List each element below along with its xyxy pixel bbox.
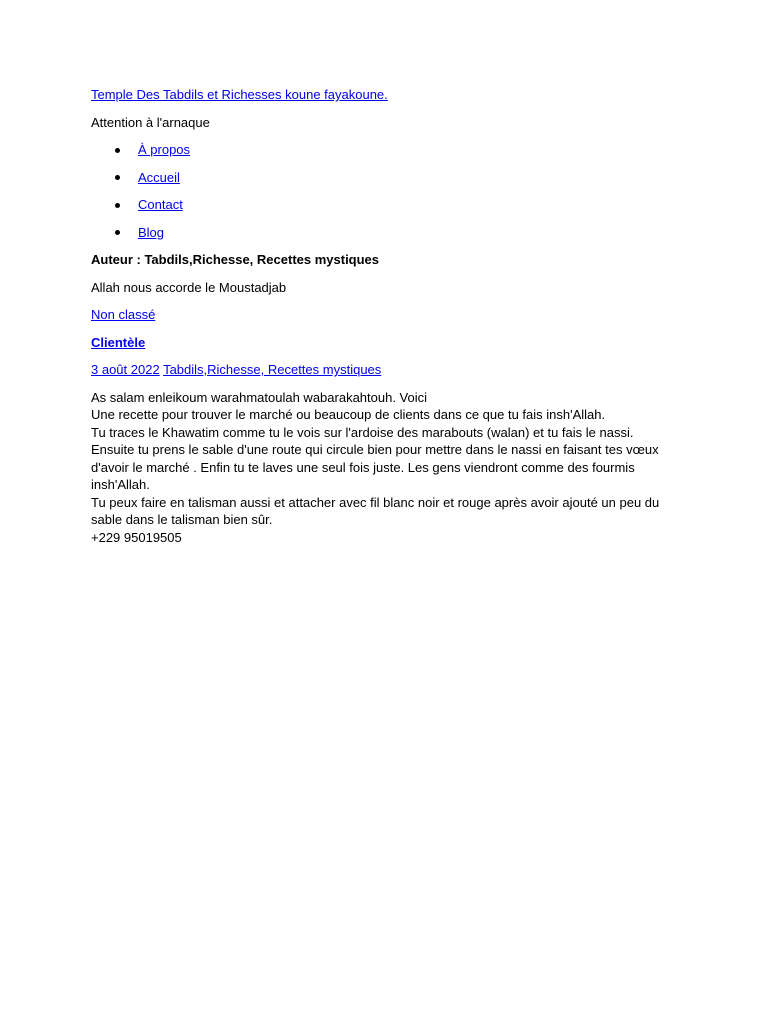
post-body xyxy=(91,389,671,547)
site-tagline: Attention à l'arnaque xyxy=(91,114,210,130)
site-title-link[interactable]: Temple Des Tabdils et Richesses koune fayakoune. xyxy=(91,87,388,102)
nav-item-blog xyxy=(138,224,671,242)
post-author-link[interactable]: Tabdils,Richesse, Recettes mystiques xyxy=(163,362,382,377)
site-title xyxy=(91,86,671,104)
author-heading: Auteur : Tabdils,Richesse, Recettes mystiques xyxy=(91,252,380,267)
nav-link-contact[interactable]: Contact xyxy=(138,197,183,212)
post-meta xyxy=(91,361,671,379)
post-line: Ensuite tu prens le sable d'une route qui circule bien pour mettre dans le nassi en faisant tes vœux d'avoir le marché . Enfin tu te laves une seul fois juste. Les gens viendront comme des fourmis insh'Allah. xyxy=(91,442,659,492)
post-title-link[interactable]: Clientèle xyxy=(91,334,146,350)
post-date-link[interactable]: 3 août 2022 xyxy=(91,362,160,377)
category xyxy=(91,306,671,324)
nav-item-about xyxy=(138,141,671,159)
nav-link-blog[interactable]: Blog xyxy=(138,224,165,240)
nav-item-contact xyxy=(138,196,671,214)
post-line: As salam enleikoum warahmatoulah wabarakahtouh. Voici xyxy=(91,389,428,405)
author-bio: Allah nous accorde le Moustadjab xyxy=(91,279,287,295)
page-content xyxy=(91,86,671,546)
category-link[interactable]: Non classé xyxy=(91,307,156,322)
post-line: Une recette pour trouver le marché ou beaucoup de clients dans ce que tu fais insh'Allah. xyxy=(91,407,606,422)
nav-link-home[interactable]: Accueil xyxy=(138,169,180,185)
post-title xyxy=(91,334,671,352)
post-line: Tu traces le Khawatim comme tu le vois sur l'ardoise des marabouts (walan) et tu fais le nassi. xyxy=(91,424,634,440)
main-nav xyxy=(91,141,671,241)
post-line: Tu peux faire en talisman aussi et attacher avec fil blanc noir et rouge après avoir ajouté un peu du sable dans le talisman bien sûr. xyxy=(91,494,660,527)
nav-link-about[interactable]: À propos xyxy=(138,142,191,157)
post-phone: +229 95019505 xyxy=(91,529,182,545)
nav-item-home xyxy=(138,169,671,187)
